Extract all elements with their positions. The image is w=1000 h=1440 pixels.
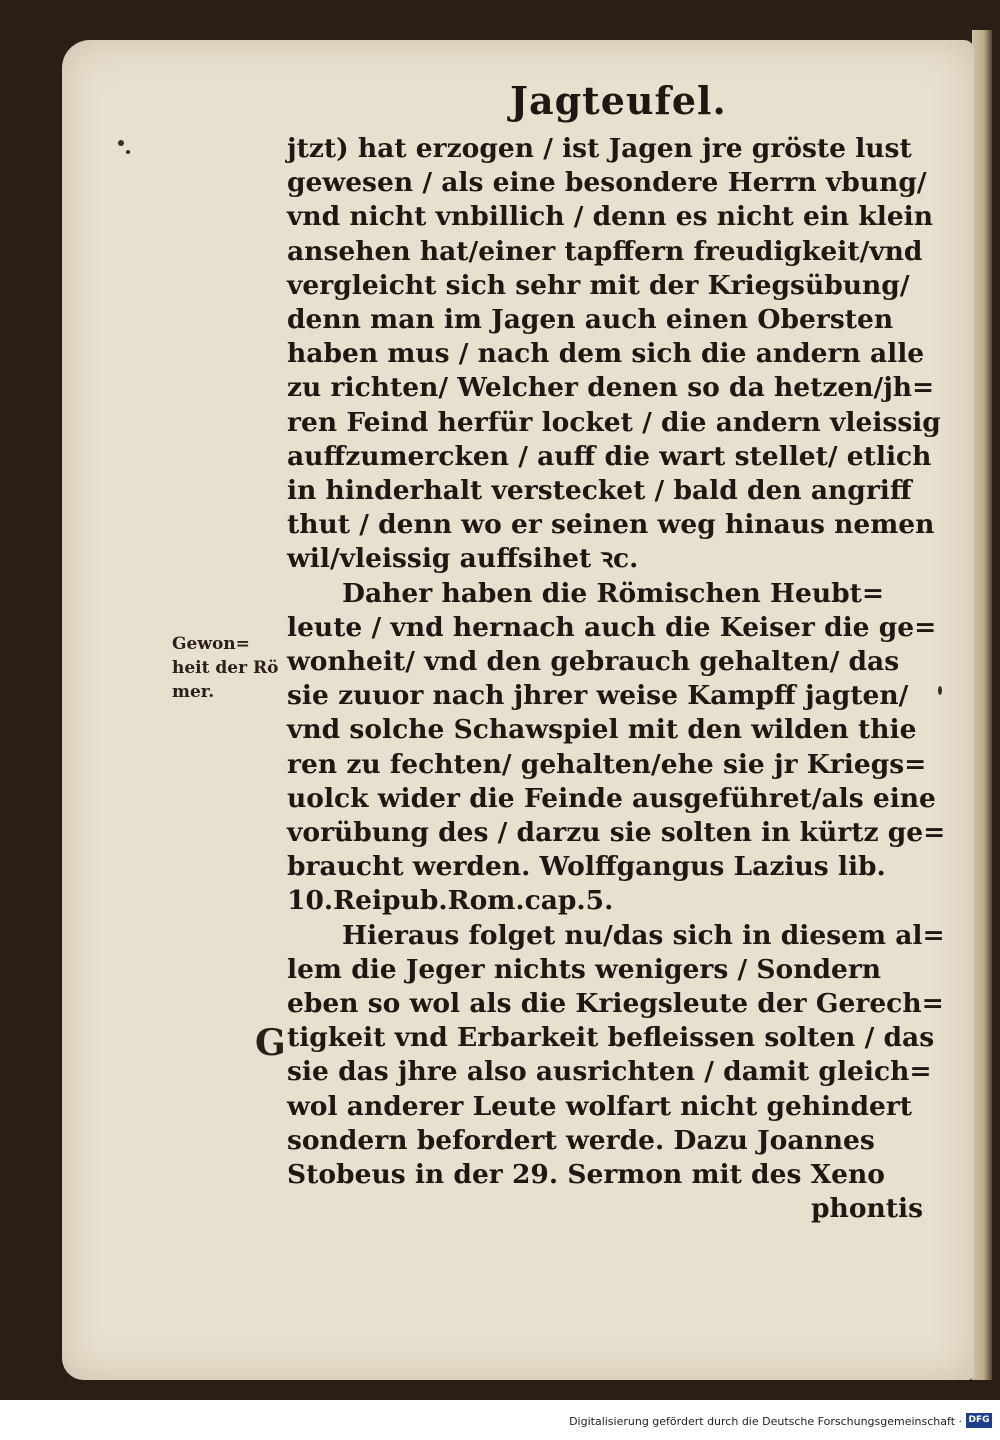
body-text xyxy=(287,132,946,1227)
text-line: leute / vnd hernach auch die Keiser die ge= xyxy=(287,611,937,643)
text-line: ansehen hat/einer tapffern freudigkeit/vnd xyxy=(287,235,923,267)
text-line: ren zu fechten/ gehalten/ehe sie jr Kriegs= xyxy=(287,748,927,780)
ink-speck xyxy=(126,150,130,154)
text-line: eben so wol als die Kriegsleute der Gerech= xyxy=(287,988,944,1020)
text-line: denn man im Jagen auch einen Obersten xyxy=(287,304,894,336)
paragraph-start-line: Daher haben die Römischen Heubt= xyxy=(342,577,885,609)
text-line: zu richten/ Welcher denen so da hetzen/jh= xyxy=(287,372,935,404)
text-line: vorübung des / darzu sie solten in kürtz ge= xyxy=(287,817,946,849)
citation-line: 10.Reipub.Rom.cap.5. xyxy=(287,885,614,917)
page-edge xyxy=(972,30,992,1380)
text-line: gewesen / als eine besondere Herrn vbung/ xyxy=(287,167,927,199)
text-line: vnd nicht vnbillich / denn es nicht ein klein xyxy=(287,201,934,233)
text-line: Stobeus in der 29. Sermon mit des Xeno xyxy=(287,1159,885,1191)
digitization-credit: Digitalisierung gefördert durch die Deutsche Forschungsgemeinschaft · xyxy=(569,1415,962,1428)
text-line: wonheit/ vnd den gebrauch gehalten/ das xyxy=(287,646,900,678)
text-line: jtzt) hat erzogen / ist Jagen jre gröste lust xyxy=(287,133,912,164)
text-line: uolck wider die Feinde ausgeführet/als eine xyxy=(287,782,936,814)
text-line: sie zuuor nach jhrer weise Kampff jagten/ xyxy=(287,680,909,712)
text-line: wol anderer Leute wolfart nicht gehindert xyxy=(287,1090,913,1122)
text-line: auffzumercken / auff die wart stellet/ etlich xyxy=(287,440,932,472)
margin-note-line: heit der Rö xyxy=(172,658,279,678)
ink-speck xyxy=(118,140,124,146)
text-line: ren Feind herfür locket / die andern vleissig xyxy=(287,406,941,438)
text-line: haben mus / nach dem sich die andern alle xyxy=(287,338,925,370)
text-line: in hinderhalt verstecket / bald den angriff xyxy=(287,475,912,507)
text-line: sie das jhre also ausrichten / damit gleich= xyxy=(287,1056,932,1088)
margin-note-line: Gewon= xyxy=(172,634,250,654)
text-line: vnd solche Schawspiel mit den wilden thie xyxy=(287,714,917,746)
text-line: wil/vleissig auffsihet ꝛc. xyxy=(287,543,639,575)
paragraph-start-line: Hieraus folget nu/das sich in diesem al= xyxy=(342,919,945,951)
catchword: phontis xyxy=(811,1193,923,1225)
dfg-logo: DFG xyxy=(966,1413,992,1428)
margin-note xyxy=(172,632,278,704)
text-line: tigkeit vnd Erbarkeit befleissen solten / das xyxy=(287,1022,935,1054)
margin-note-line: mer. xyxy=(172,682,215,702)
text-line: thut / denn wo er seinen weg hinaus nemen xyxy=(287,509,935,541)
text-line: sondern befordert werde. Dazu Joannes xyxy=(287,1124,875,1156)
signature-mark: G xyxy=(255,1022,286,1064)
text-line: vergleicht sich sehr mit der Kriegsübung/ xyxy=(287,269,910,301)
text-line: lem die Jeger nichts wenigers / Sondern xyxy=(287,953,882,985)
ink-speck xyxy=(938,686,942,695)
running-head: Jagteufel. xyxy=(510,78,727,123)
text-line: braucht werden. Wolffgangus Lazius lib. xyxy=(287,851,886,883)
